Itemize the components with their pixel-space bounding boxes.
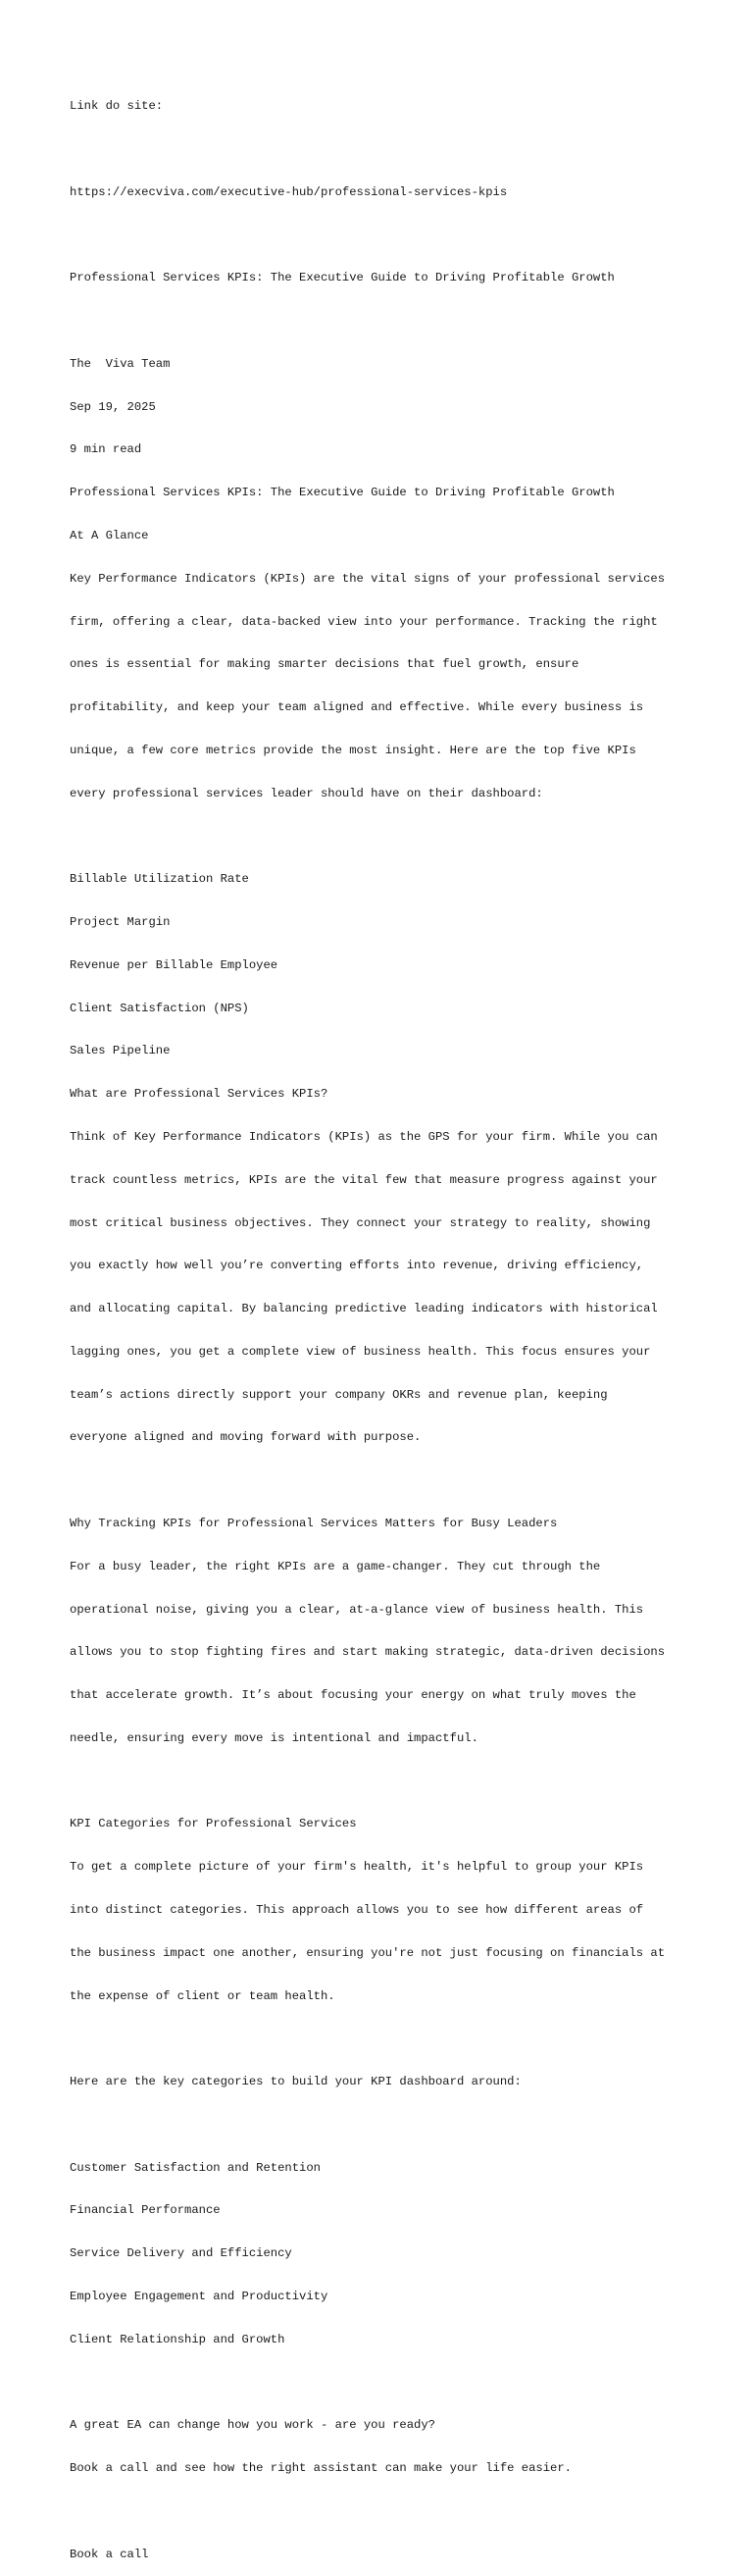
what-paragraph-line: and allocating capital. By balancing predictive leading indicators with historical <box>70 1302 658 1316</box>
glance-paragraph-line: every professional services leader should have on their dashboard: <box>70 786 543 800</box>
categories-intro: Here are the key categories to build your KPI dashboard around: <box>70 2075 522 2089</box>
site-link-label: Link do site: <box>70 99 164 114</box>
publish-date: Sep 19, 2025 <box>70 399 156 414</box>
spacer <box>70 2118 736 2133</box>
what-paragraph-line: you exactly how well you’re converting efforts into revenue, driving efficiency, <box>70 1259 644 1273</box>
glance-heading: At A Glance <box>70 529 149 542</box>
glance-paragraph-line: Key Performance Indicators (KPIs) are the vital signs of your professional services <box>70 571 666 586</box>
author: The Viva Team <box>70 356 171 371</box>
category-list-item: Financial Performance <box>70 2203 221 2218</box>
why-paragraph-line: allows you to stop fighting fires and start making strategic, data-driven decisions <box>70 1645 666 1660</box>
category-list-item: Employee Engagement and Productivity <box>70 2290 328 2304</box>
book-call-link[interactable]: Book a call <box>70 2547 149 2561</box>
kpi-list-item: Sales Pipeline <box>70 1044 171 1058</box>
categories-paragraph-line: the expense of client or team health. <box>70 1988 335 2003</box>
site-url-link[interactable]: https://execviva.com/executive-hub/professional-services-kpis <box>70 184 508 199</box>
read-time: 9 min read <box>70 442 142 457</box>
kpi-list-item: Client Satisfaction (NPS) <box>70 1001 249 1015</box>
why-paragraph-line: needle, ensuring every move is intentional and impactful. <box>70 1730 478 1745</box>
what-paragraph-line: Think of Key Performance Indicators (KPIs) as the GPS for your firm. While you can <box>70 1129 658 1144</box>
spacer <box>70 829 736 844</box>
spacer <box>70 1775 736 1789</box>
what-paragraph-line: lagging ones, you get a complete view of business health. This focus ensures your <box>70 1344 651 1359</box>
what-paragraph-line: team’s actions directly support your company OKRs and revenue plan, keeping <box>70 1387 608 1402</box>
spacer <box>70 2376 736 2391</box>
what-heading: What are Professional Services KPIs? <box>70 1087 328 1102</box>
what-paragraph-line: everyone aligned and moving forward with purpose. <box>70 1430 422 1445</box>
categories-paragraph-line: the business impact one another, ensuring you're not just focusing on financials at <box>70 1945 666 1960</box>
kpi-list-item: Billable Utilization Rate <box>70 872 249 887</box>
kpi-list-item: Revenue per Billable Employee <box>70 957 278 972</box>
document-page <box>70 71 736 2576</box>
why-paragraph-line: operational noise, giving you a clear, at-a-glance view of business health. This <box>70 1602 644 1617</box>
what-paragraph-line: most critical business objectives. They connect your strategy to reality, showing <box>70 1215 651 1230</box>
spacer <box>70 229 736 243</box>
what-paragraph-line: track countless metrics, KPIs are the vital few that measure progress against your <box>70 1172 658 1187</box>
spacer <box>70 142 736 157</box>
spacer <box>70 1473 736 1488</box>
glance-paragraph-line: firm, offering a clear, data-backed view into your performance. Tracking the right <box>70 614 658 629</box>
spacer <box>70 2032 736 2046</box>
spacer <box>70 2504 736 2519</box>
document-title: Professional Services KPIs: The Executive Guide to Driving Profitable Growth <box>70 271 615 285</box>
categories-paragraph-line: To get a complete picture of your firm's health, it's helpful to group your KPIs <box>70 1860 644 1875</box>
category-list-item: Client Relationship and Growth <box>70 2332 285 2346</box>
article-title: Professional Services KPIs: The Executive Guide to Driving Profitable Growth <box>70 486 615 500</box>
categories-paragraph-line: into distinct categories. This approach allows you to see how different areas of <box>70 1903 644 1917</box>
category-list-item: Service Delivery and Efficiency <box>70 2246 292 2261</box>
cta-text: Book a call and see how the right assistant can make your life easier. <box>70 2461 572 2476</box>
why-paragraph-line: For a busy leader, the right KPIs are a game-changer. They cut through the <box>70 1559 601 1573</box>
why-heading: Why Tracking KPIs for Professional Services Matters for Busy Leaders <box>70 1516 558 1530</box>
glance-paragraph-line: unique, a few core metrics provide the most insight. Here are the top five KPIs <box>70 743 636 757</box>
why-paragraph-line: that accelerate growth. It’s about focusing your energy on what truly moves the <box>70 1688 636 1703</box>
category-list-item: Customer Satisfaction and Retention <box>70 2160 321 2175</box>
categories-heading: KPI Categories for Professional Services <box>70 1817 357 1831</box>
glance-paragraph-line: profitability, and keep your team aligned and effective. While every business is <box>70 700 644 715</box>
spacer <box>70 314 736 329</box>
kpi-list-item: Project Margin <box>70 915 171 930</box>
glance-paragraph-line: ones is essential for making smarter decisions that fuel growth, ensure <box>70 657 579 672</box>
cta-heading: A great EA can change how you work - are you ready? <box>70 2418 435 2433</box>
